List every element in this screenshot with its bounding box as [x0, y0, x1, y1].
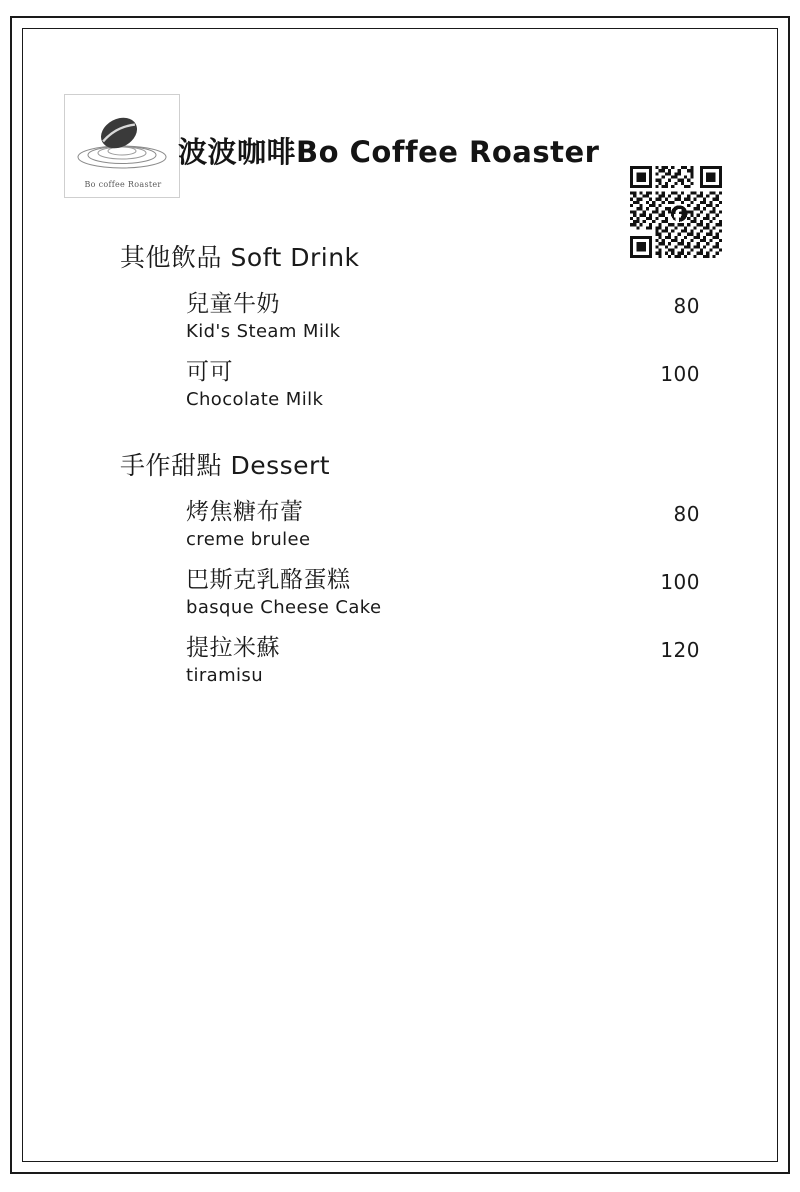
menu-item — [186, 290, 700, 346]
section-title: 手作甜點 Dessert — [120, 451, 331, 480]
logo-caption: Bo coffee Roaster — [84, 180, 162, 189]
menu-content — [22, 28, 778, 1162]
menu-item-name-zh: 兒童牛奶 — [186, 291, 280, 317]
menu-item — [186, 498, 700, 554]
logo — [64, 94, 180, 198]
menu-item-price: 80 — [673, 502, 700, 526]
menu-item-price: 100 — [660, 362, 700, 386]
page-title: 波波咖啡Bo Coffee Roaster — [178, 135, 600, 169]
menu-header — [22, 88, 778, 218]
menu-item-name-zh: 提拉米蘇 — [186, 635, 280, 661]
menu-item-price: 120 — [660, 638, 700, 662]
menu-item-price: 80 — [673, 294, 700, 318]
menu-section-soft-drink — [22, 238, 778, 414]
menu-item-name-zh: 巴斯克乳酪蛋糕 — [186, 567, 351, 593]
menu-item-price: 100 — [660, 570, 700, 594]
menu-item-name-en: creme brulee — [186, 528, 311, 550]
menu-item-name-zh: 可可 — [186, 359, 233, 385]
menu-item-name-en: basque Cheese Cake — [186, 596, 382, 618]
menu-section-dessert — [22, 446, 778, 690]
menu-item — [186, 566, 700, 622]
section-title: 其他飲品 Soft Drink — [120, 243, 360, 272]
menu-item-name-zh: 烤焦糖布蕾 — [186, 499, 304, 525]
menu-item-name-en: Kid's Steam Milk — [186, 320, 341, 342]
menu-item — [186, 358, 700, 414]
menu-sections — [22, 238, 778, 722]
menu-item — [186, 634, 700, 690]
menu-item-name-en: Chocolate Milk — [186, 388, 324, 410]
menu-item-name-en: tiramisu — [186, 664, 264, 686]
